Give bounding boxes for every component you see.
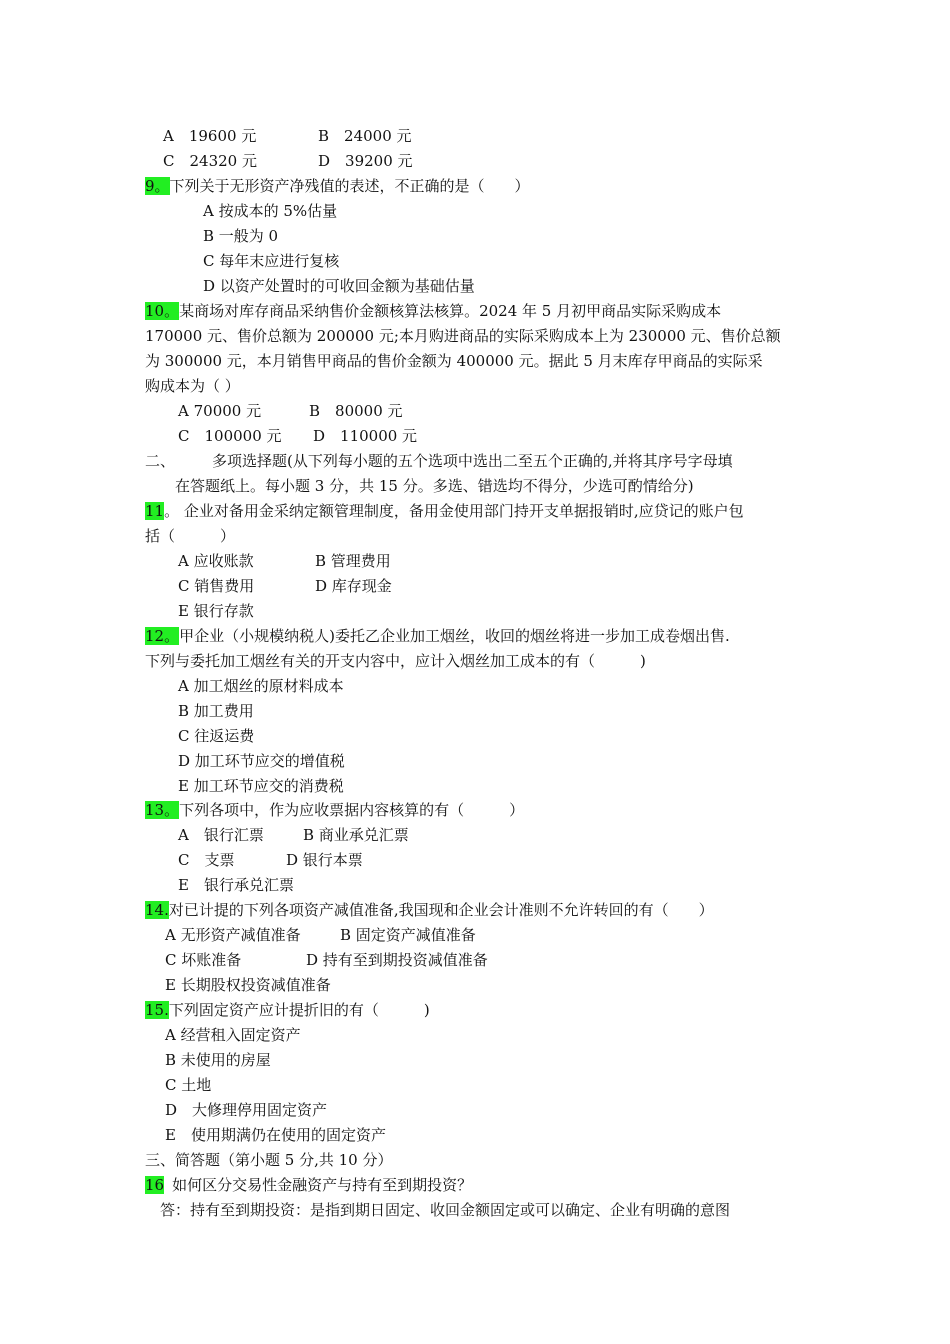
question-number: 14. [145, 901, 169, 919]
option-b: B 加工费用 [178, 702, 254, 720]
option-d: D 39200 元 [318, 152, 413, 170]
question-text: 下列与委托加工烟丝有关的开支内容中，应计入烟丝加工成本的有（ ) [145, 652, 646, 670]
option-a: A 应收账款 [178, 552, 254, 570]
question-12 [145, 626, 730, 648]
option-c: C 100000 元 [178, 427, 282, 445]
option-a: A 银行汇票 [178, 826, 264, 844]
question-16 [145, 1175, 472, 1197]
question-number: 9。 [145, 177, 170, 195]
option-line [318, 151, 413, 173]
option-a: A 19600 元 [163, 127, 257, 145]
question-14 [145, 900, 714, 922]
option-line [318, 126, 412, 148]
question-text: 下列固定资产应计提折旧的有（ ) [168, 1001, 430, 1019]
option-c: C 24320 元 [163, 152, 257, 170]
option-d: D 库存现金 [315, 577, 392, 595]
option-c: C 每年末应进行复核 [203, 252, 340, 270]
question-number: 12。 [145, 627, 180, 645]
option-line [163, 151, 257, 173]
option-d: D 持有至到期投资减值准备 [306, 951, 488, 969]
option-b: B 80000 元 [309, 402, 403, 420]
question-text: 括（ ） [145, 527, 236, 545]
question-number: 13。 [145, 801, 180, 819]
option-d: D 110000 元 [313, 427, 418, 445]
question-number: 10。 [145, 302, 180, 320]
option-a: A 按成本的 5%估量 [203, 202, 338, 220]
question-text: 。 企业对备用金采纳定额管理制度，备用金使用部门持开支单据报销时,应贷记的账户包 [164, 502, 744, 520]
answer-text: 答：持有至到期投资：是指到期日固定、收回金额固定或可以确定、企业有明确的意图 [160, 1201, 731, 1219]
option-c: C 支票 [178, 851, 235, 869]
section-description: 多项选择题(从下列每小题的五个选项中选出二至五个正确的,并将其序号字母填 [212, 452, 733, 470]
question-text: 甲企业（小规模纳税人)委托乙企业加工烟丝，收回的烟丝将进一步加工成卷烟出售. [179, 627, 730, 645]
option-line [163, 126, 256, 148]
section-heading: 三、简答题（第小题 5 分,共 10 分） [145, 1151, 393, 1169]
option-c: C 往返运费 [178, 727, 255, 745]
question-number: 11 [145, 502, 165, 520]
option-e: E 银行承兑汇票 [178, 876, 294, 894]
question-15 [145, 1000, 430, 1022]
question-11 [145, 501, 744, 523]
question-text: 对已计提的下列各项资产减值准备,我国现和企业会计准则不允许转回的有（ ） [168, 901, 714, 919]
question-text: 170000 元、售价总额为 200000 元;本月购进商品的实际采购成本上为 230000 元、售价总额 [145, 327, 781, 345]
option-c: C 土地 [165, 1076, 212, 1094]
section-heading: 二、 [145, 452, 176, 470]
option-d: D 加工环节应交的增值税 [178, 752, 345, 770]
option-a: A 加工烟丝的原材料成本 [178, 677, 344, 695]
option-b: B 管理费用 [315, 552, 391, 570]
section-description: 在答题纸上。每小题 3 分，共 15 分。多选、错选均不得分，少选可酌情给分) [175, 477, 694, 495]
option-d: D 大修理停用固定资产 [165, 1101, 328, 1119]
question-10 [145, 301, 721, 323]
question-13 [145, 800, 524, 822]
option-e: E 加工环节应交的消费税 [178, 777, 344, 795]
option-c: C 销售费用 [178, 577, 255, 595]
question-number: 16 [145, 1176, 165, 1194]
option-d: D 银行本票 [286, 851, 363, 869]
option-e: E 长期股权投资减值准备 [165, 976, 331, 994]
option-e: E 使用期满仍在使用的固定资产 [165, 1126, 386, 1144]
option-b: B 24000 元 [318, 127, 412, 145]
question-9 [145, 176, 530, 198]
option-c: C 坏账准备 [165, 951, 242, 969]
question-text: 购成本为（ ） [145, 377, 240, 395]
question-text: 为 300000 元，本月销售甲商品的售价金额为 400000 元。据此 5 月末库存甲商品的实际采 [145, 352, 763, 370]
question-text: 如何区分交易性金融资产与持有至到期投资？ [172, 1176, 473, 1194]
option-e: E 银行存款 [178, 602, 254, 620]
option-b: B 固定资产减值准备 [340, 926, 476, 944]
option-b: B 未使用的房屋 [165, 1051, 271, 1069]
question-text: 下列关于无形资产净残值的表述，不正确的是（ ） [169, 177, 530, 195]
option-b: B 商业承兑汇票 [303, 826, 409, 844]
option-b: B 一般为 0 [203, 227, 279, 245]
option-d: D 以资产处置时的可收回金额为基础估量 [203, 277, 475, 295]
option-a: A 无形资产减值准备 [165, 926, 301, 944]
option-a: A 经营租入固定资产 [165, 1026, 301, 1044]
question-number: 15. [145, 1001, 169, 1019]
question-text: 某商场对库存商品采纳售价金额核算法核算。2024 年 5 月初甲商品实际采购成本 [179, 302, 722, 320]
question-text: 下列各项中，作为应收票据内容核算的有（ ） [179, 801, 525, 819]
option-a: A 70000 元 [178, 402, 262, 420]
